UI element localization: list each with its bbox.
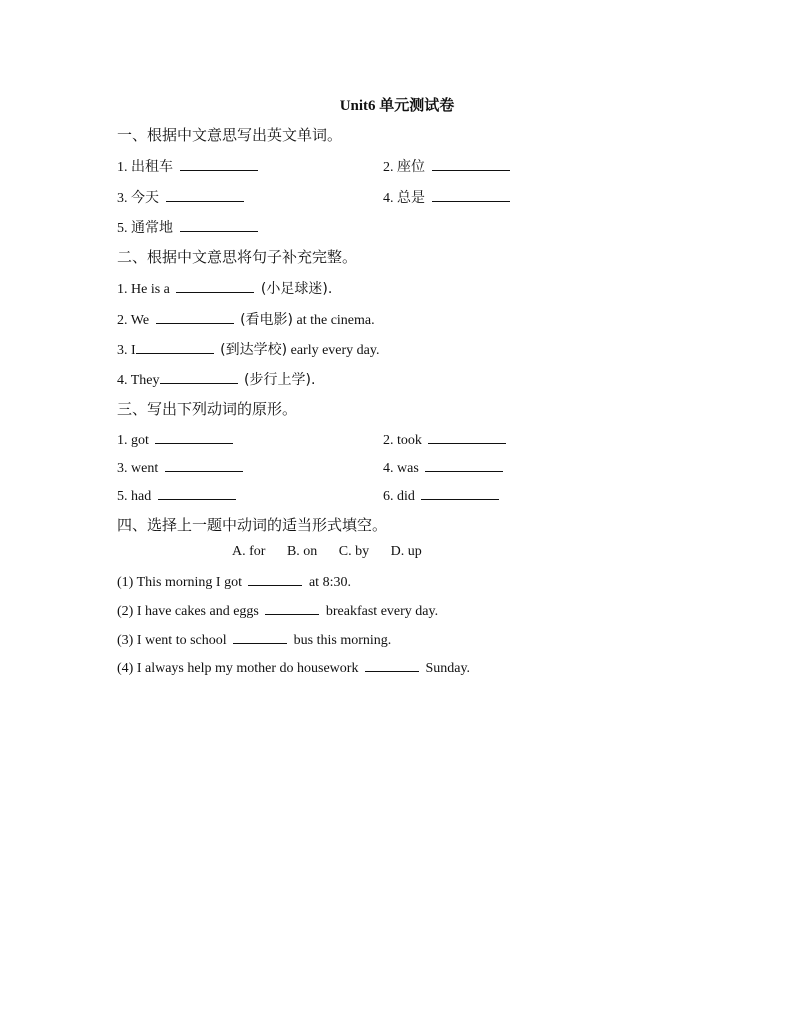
section3-item [117, 485, 239, 506]
sentence-start: 1. He is a [117, 282, 170, 297]
section4-item [117, 571, 351, 592]
answer-blank[interactable] [365, 657, 419, 672]
section2-item [117, 309, 375, 330]
chinese-hint: (到达学校) [220, 342, 288, 358]
answer-blank[interactable] [248, 571, 302, 586]
answer-blank[interactable] [421, 485, 499, 500]
section1-item [383, 156, 513, 177]
answer-options [232, 544, 440, 560]
sentence-end: Sunday. [425, 661, 471, 676]
answer-blank[interactable] [425, 457, 503, 472]
section4-item [117, 600, 438, 621]
verb-form: 2. took [383, 433, 422, 448]
answer-blank[interactable] [233, 629, 287, 644]
section2-item [117, 339, 379, 360]
answer-blank[interactable] [428, 429, 506, 444]
sentence-start: 4. They [117, 373, 160, 388]
section3-item [383, 485, 502, 506]
section1-item [117, 156, 261, 177]
answer-blank[interactable] [136, 339, 214, 354]
sentence-end: at the cinema. [296, 313, 375, 328]
item-number: 5. [117, 221, 128, 236]
answer-blank[interactable] [156, 309, 234, 324]
answer-blank[interactable] [155, 429, 233, 444]
item-number: 1. [117, 160, 128, 175]
section3-item [117, 429, 236, 450]
sentence-start: (3) I went to school [117, 633, 227, 648]
answer-blank[interactable] [180, 156, 258, 171]
item-text: 座位 [397, 159, 425, 175]
answer-blank[interactable] [158, 485, 236, 500]
section2-heading: 二、根据中文意思将句子补充完整。 [117, 248, 358, 266]
section3-item [117, 457, 246, 478]
section1-item [383, 187, 513, 208]
verb-form: 3. went [117, 461, 159, 476]
sentence-start: (4) I always help my mother do housework [117, 661, 359, 676]
section3-heading: 三、写出下列动词的原形。 [117, 400, 298, 418]
sentence-end: early every day. [290, 343, 380, 358]
verb-form: 1. got [117, 433, 149, 448]
sentence-start: (1) This morning I got [117, 575, 242, 590]
answer-blank[interactable] [265, 600, 319, 615]
option-c: C. by [338, 544, 370, 559]
sentence-start: (2) I have cakes and eggs [117, 604, 259, 619]
sentence-end: bus this morning. [293, 633, 392, 648]
option-b: B. on [286, 544, 318, 559]
item-text: 今天 [131, 190, 159, 206]
answer-blank[interactable] [160, 369, 238, 384]
chinese-hint: (小足球迷). [260, 281, 333, 297]
item-text: 通常地 [131, 220, 173, 236]
section3-item [383, 429, 509, 450]
answer-blank[interactable] [180, 217, 258, 232]
answer-blank[interactable] [165, 457, 243, 472]
item-number: 2. [383, 160, 394, 175]
item-number: 3. [117, 191, 128, 206]
section4-item [117, 657, 470, 678]
section2-item [117, 278, 332, 299]
answer-blank[interactable] [176, 278, 254, 293]
verb-form: 4. was [383, 461, 419, 476]
answer-blank[interactable] [166, 187, 244, 202]
item-text: 出租车 [131, 159, 173, 175]
sentence-end: at 8:30. [308, 575, 351, 590]
option-d: D. up [390, 544, 422, 559]
section1-item [117, 217, 261, 238]
answer-blank[interactable] [432, 156, 510, 171]
option-a: A. for [232, 544, 266, 559]
chinese-hint: (步行上学). [244, 372, 316, 388]
section1-heading: 一、根据中文意思写出英文单词。 [117, 126, 343, 144]
answer-blank[interactable] [432, 187, 510, 202]
item-text: 总是 [397, 190, 425, 206]
section2-item [117, 369, 315, 390]
verb-form: 5. had [117, 489, 152, 504]
section3-item [383, 457, 506, 478]
sentence-end: breakfast every day. [325, 604, 439, 619]
page-title: Unit6 单元测试卷 [339, 98, 455, 114]
chinese-hint: (看电影) [240, 312, 293, 328]
item-number: 4. [383, 191, 394, 206]
sentence-start: 3. I [117, 343, 136, 358]
sentence-start: 2. We [117, 313, 150, 328]
verb-form: 6. did [383, 489, 415, 504]
section4-heading: 四、选择上一题中动词的适当形式填空。 [117, 516, 388, 534]
section1-item [117, 187, 247, 208]
section4-item [117, 629, 391, 650]
